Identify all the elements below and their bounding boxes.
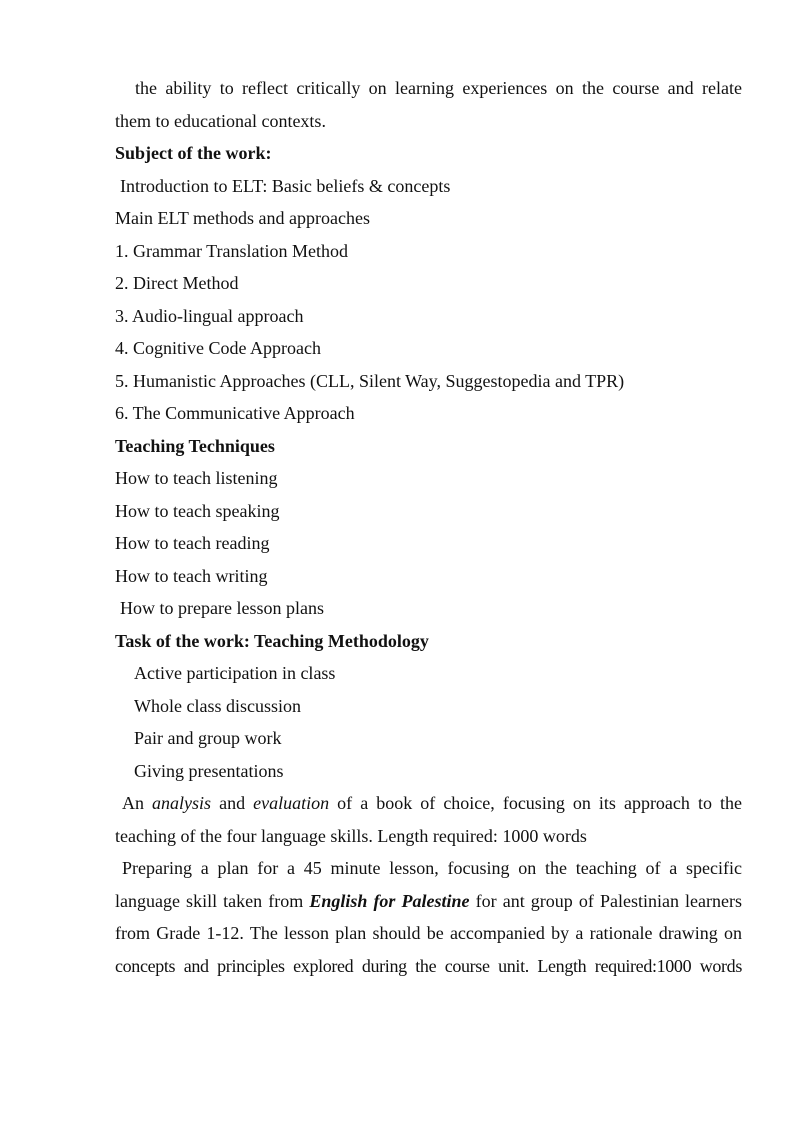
intro-line-2: them to educational contexts. [115,110,326,131]
task-item: Active participation in class [134,663,336,683]
subject-heading: Subject of the work: [115,143,272,163]
task-item: Giving presentations [134,760,284,781]
task-heading: Task of the work: Teaching Methodology [115,630,429,651]
method-item: 6. The Communicative Approach [115,403,355,423]
assignment-analysis-paragraph [115,787,742,852]
assignment-analysis-line-1: An analysis and evaluation of a book of choice, focusing on its approach to the [122,793,742,813]
task-item: Pair and group work [134,728,282,748]
subject-intro-elt: Introduction to ELT: Basic beliefs & concepts [120,175,451,196]
lesson-plan-line-3: from Grade 1-12. The lesson plan should be accompanied by a rationale drawing on [115,923,742,943]
lesson-plan-line-2: language skill taken from English for Palestine for ant group of Palestinian learners [115,890,742,911]
technique-item: How to teach reading [115,533,270,553]
method-item: 1. Grammar Translation Method [115,240,348,261]
task-item: Whole class discussion [134,695,301,716]
book-title-bold-italic: English for Palestine [309,890,470,911]
analysis-italic: analysis [152,793,212,813]
method-item: 3. Audio-lingual approach [115,305,304,326]
intro-paragraph [115,72,742,137]
assignment-analysis-line-2: teaching of the four language skills. Length required: 1000 words [115,825,587,846]
method-item: 2. Direct Method [115,273,239,293]
method-item: 5. Humanistic Approaches (CLL, Silent Way, Suggestopedia and TPR) [115,370,625,391]
technique-item: How to teach writing [115,565,268,586]
methods-heading: Main ELT methods and approaches [115,208,370,228]
technique-item: How to teach listening [115,468,278,488]
method-item: 4. Cognitive Code Approach [115,338,321,358]
lesson-plan-line-4: concepts and principles explored during the course unit. Length required:1000 words [115,955,742,976]
techniques-heading: Teaching Techniques [115,435,275,456]
technique-item: How to teach speaking [115,500,280,521]
assignment-lesson-plan-paragraph [115,852,742,982]
intro-line-1: the ability to reflect critically on learning experiences on the course and relate [135,78,742,98]
technique-item: How to prepare lesson plans [120,598,324,618]
evaluation-italic: evaluation [253,793,330,813]
document-page [115,72,742,982]
lesson-plan-line-1: Preparing a plan for a 45 minute lesson, focusing on the teaching of a specific [122,858,742,878]
